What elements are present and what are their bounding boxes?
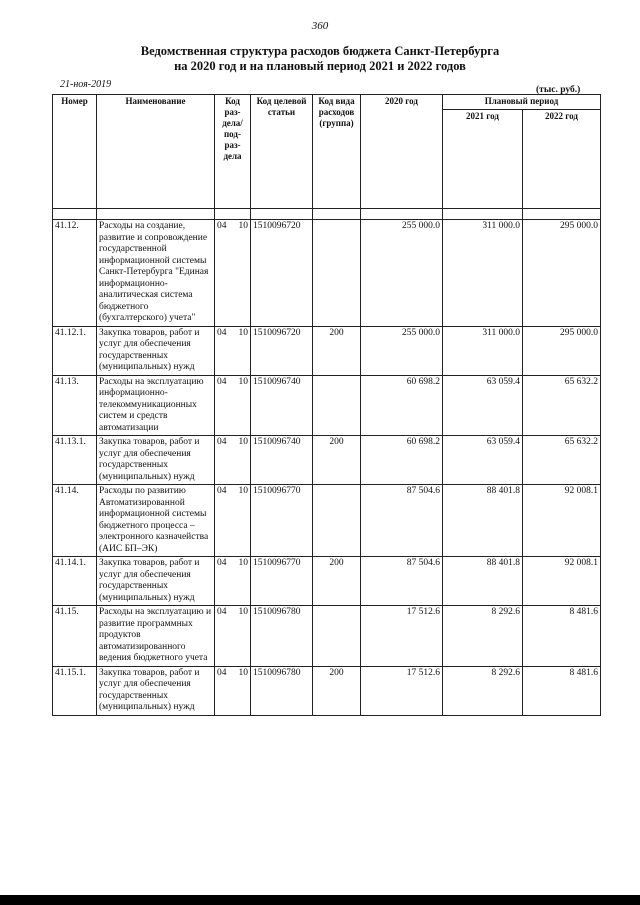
units-label: (тыс. руб.) [536, 85, 581, 95]
cell-2020: 87 504.6 [361, 557, 443, 606]
header-name: Наименование [97, 95, 215, 209]
cell-2020: 17 512.6 [361, 666, 443, 715]
table-row [53, 666, 601, 715]
cell-2021: 88 401.8 [443, 485, 523, 557]
document-title [0, 44, 640, 74]
header-2021: 2021 год [443, 110, 523, 209]
cell-number: 41.13.1. [53, 436, 97, 485]
section-code: 04 [217, 486, 227, 496]
cell-number: 41.12.1. [53, 326, 97, 375]
cell-target: 1510096740 [251, 375, 313, 436]
cell-2020: 17 512.6 [361, 606, 443, 667]
cell-name: Закупка товаров, работ и услуг для обеспечения государственных (муниципальных) нужд [97, 436, 215, 485]
header-gap [53, 209, 601, 220]
cell-name: Закупка товаров, работ и услуг для обеспечения государственных (муниципальных) нужд [97, 666, 215, 715]
cell-expense-type [313, 485, 361, 557]
cell-2021: 63 059.4 [443, 375, 523, 436]
subsection-code: 10 [238, 558, 248, 568]
table-row [53, 436, 601, 485]
section-code: 04 [217, 607, 227, 617]
cell-2021: 8 292.6 [443, 606, 523, 667]
cell-number: 41.15. [53, 606, 97, 667]
cell-expense-type [313, 375, 361, 436]
cell-expense-type: 200 [313, 326, 361, 375]
cell-target: 1510096770 [251, 485, 313, 557]
header-section: Код раз- дела/ под- раз- дела [215, 95, 251, 209]
cell-name: Расходы по развитию Автоматизированной информационной системы бюджетного процесса – электронного казначейства (АИС БП–ЭК) [97, 485, 215, 557]
section-code: 04 [217, 558, 227, 568]
cell-number: 41.14. [53, 485, 97, 557]
cell-expense-type [313, 220, 361, 327]
cell-2021: 311 000.0 [443, 326, 523, 375]
cell-2022: 92 008.1 [523, 485, 601, 557]
cell-section [215, 666, 251, 715]
cell-name: Закупка товаров, работ и услуг для обеспечения государственных (муниципальных) нужд [97, 326, 215, 375]
title-line-1: Ведомственная структура расходов бюджета Санкт-Петербурга [140, 44, 500, 58]
cell-target: 1510096720 [251, 326, 313, 375]
subsection-code: 10 [238, 486, 248, 496]
table-row [53, 557, 601, 606]
cell-number: 41.13. [53, 375, 97, 436]
header-2022: 2022 год [523, 110, 601, 209]
cell-2022: 65 632.2 [523, 375, 601, 436]
subsection-code: 10 [238, 221, 248, 231]
table-body [53, 220, 601, 716]
cell-section [215, 606, 251, 667]
cell-expense-type: 200 [313, 436, 361, 485]
cell-expense-type: 200 [313, 557, 361, 606]
page-number: 360 [311, 20, 329, 32]
cell-2022: 92 008.1 [523, 557, 601, 606]
cell-2021: 311 000.0 [443, 220, 523, 327]
cell-2021: 88 401.8 [443, 557, 523, 606]
header-2020: 2020 год [361, 95, 443, 209]
cell-target: 1510096720 [251, 220, 313, 327]
cell-section [215, 485, 251, 557]
cell-section [215, 436, 251, 485]
cell-target: 1510096770 [251, 557, 313, 606]
cell-section [215, 375, 251, 436]
cell-section [215, 326, 251, 375]
table-row [53, 326, 601, 375]
cell-2022: 65 632.2 [523, 436, 601, 485]
section-code: 04 [217, 376, 227, 387]
cell-name: Закупка товаров, работ и услуг для обеспечения государственных (муниципальных) нужд [97, 557, 215, 606]
header-expense-type: Код вида расходов (группа) [313, 95, 361, 209]
cell-2022: 295 000.0 [523, 326, 601, 375]
header-target: Код целевой статьи [251, 95, 313, 209]
cell-section [215, 220, 251, 327]
cell-target: 1510096780 [251, 606, 313, 667]
document-date: 21-ноя-2019 [60, 79, 112, 90]
cell-target: 1510096740 [251, 436, 313, 485]
table-row [53, 375, 601, 436]
header-number: Номер [53, 95, 97, 209]
cell-expense-type: 200 [313, 666, 361, 715]
section-code: 04 [217, 667, 227, 678]
section-code: 04 [217, 437, 227, 447]
cell-2020: 60 698.2 [361, 375, 443, 436]
cell-name: Расходы на эксплуатацию и развитие программных продуктов автоматизированного ведения бюджетного учета [97, 606, 215, 667]
subsection-code: 10 [238, 376, 248, 387]
section-code: 04 [217, 221, 227, 231]
section-code: 04 [217, 327, 227, 338]
cell-number: 41.15.1. [53, 666, 97, 715]
cell-2022: 295 000.0 [523, 220, 601, 327]
cell-2020: 255 000.0 [361, 326, 443, 375]
cell-expense-type [313, 606, 361, 667]
title-line-2: на 2020 год и на плановый период 2021 и 2022 годов [174, 59, 466, 73]
scan-border [0, 895, 640, 905]
subsection-code: 10 [238, 437, 248, 447]
subsection-code: 10 [238, 667, 248, 678]
header-planned-period: Плановый период [443, 95, 601, 110]
cell-name: Расходы на создание, развитие и сопровождение государственной информационной системы Санкт-Петербурга "Единая информационно-аналитическая система бюджетного (бухгалтерского) учета" [97, 220, 215, 327]
table-row [53, 606, 601, 667]
cell-number: 41.12. [53, 220, 97, 327]
subsection-code: 10 [238, 607, 248, 617]
subsection-code: 10 [238, 327, 248, 338]
cell-number: 41.14.1. [53, 557, 97, 606]
table-row [53, 485, 601, 557]
cell-name: Расходы на эксплуатацию информационно-телекоммуникационных систем и средств автоматизации [97, 375, 215, 436]
table-header [53, 95, 601, 220]
cell-2022: 8 481.6 [523, 606, 601, 667]
cell-target: 1510096780 [251, 666, 313, 715]
table-row [53, 220, 601, 327]
cell-2021: 63 059.4 [443, 436, 523, 485]
cell-2020: 87 504.6 [361, 485, 443, 557]
cell-section [215, 557, 251, 606]
budget-table [52, 94, 601, 716]
cell-2021: 8 292.6 [443, 666, 523, 715]
cell-2020: 60 698.2 [361, 436, 443, 485]
cell-2020: 255 000.0 [361, 220, 443, 327]
cell-2022: 8 481.6 [523, 666, 601, 715]
